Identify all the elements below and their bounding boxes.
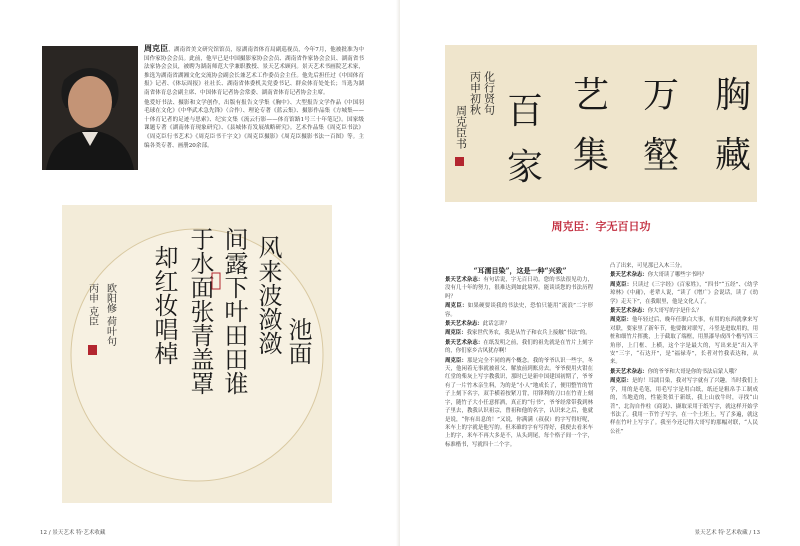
qa-text: 在纸发明之前，我们的祖先就是在竹片上刻字的，你们家乡古风犹存啊！ xyxy=(445,339,593,355)
article-column-2 xyxy=(610,262,758,437)
calligraphy-big-char-7: 百 xyxy=(507,91,544,132)
qa-speaker: 周克臣： xyxy=(445,330,467,337)
qa-speaker: 景天艺术杂志： xyxy=(445,339,484,346)
qa-paragraph xyxy=(610,271,758,279)
qa-text: 你大哥写的字是什么？ xyxy=(647,308,702,315)
author-name: 周克臣 xyxy=(144,43,169,53)
calligraphy-big-char-3: 万 xyxy=(643,75,680,116)
qa-paragraph xyxy=(445,339,593,356)
qa-paragraph xyxy=(610,262,758,270)
qa-text: 有句话说，字无百日功。您的书法很见功力，没有几十年的努力，很难达到如此境界。能谈谈您的书法历程吗？ xyxy=(445,277,593,300)
calligraphy-inscription-2: 丙申 克臣 xyxy=(86,283,98,327)
calligraphy-column-5: 却红妆唱棹 xyxy=(150,245,178,365)
qa-paragraph xyxy=(445,320,593,328)
calligraphy-big-char-8: 家 xyxy=(507,147,544,188)
qa-speaker: 周克臣： xyxy=(610,317,632,324)
qa-text: 只读过《三字经》《百家姓》，“四书”“五经”、《幼学琼林》《中庸》，老辈人说，“读了《增广》会说话，读了《幼学》走天下”，在我眼里，他是文化人了。 xyxy=(610,281,758,305)
qa-speaker: 周克臣： xyxy=(445,303,468,310)
calligraphy-big-char-6: 艺 xyxy=(573,75,610,116)
qa-text: 如果硬要谈我的书法史，恐怕只能用“流浪”二字形容。 xyxy=(445,303,593,318)
qa-text: 我家世代务农，我是从竹子和衣兵上接触“书法”的。 xyxy=(466,330,591,337)
calligraphy-big-char-5: 集 xyxy=(573,135,610,176)
calligraphy-big-char-1: 胸 xyxy=(715,75,752,116)
calligraphy-inscription-b: 丙申初秋 xyxy=(468,71,482,115)
qa-text: 他年轻过后，晚年任职白大事，有用的东西就拿来写对联，要家里了新年节，他要做对联写，斗竖是进取用的，用桩和细竹片挥挑，上于截取了端框，用黑漆导成四个楷写四三角形，上门框、上横，这个字是最大的，写出来是“出入平安”三字，“石达开”，是“福禄寿”，长者对竹我表达和，从来。 xyxy=(610,317,758,366)
qa-speaker: 周克臣： xyxy=(610,378,632,385)
qa-paragraph xyxy=(610,377,758,436)
calligraphy-fan-artwork xyxy=(62,205,332,503)
qa-paragraph xyxy=(445,302,593,319)
qa-speaker: 景天艺术杂志： xyxy=(610,308,648,315)
qa-speaker: 周克臣： xyxy=(445,357,467,364)
seal-stamp-right xyxy=(455,157,464,166)
article-section-heading: “耳濡目染”，这是一种“兴致” xyxy=(473,266,567,275)
qa-speaker: 周克臣： xyxy=(610,281,633,288)
author-bio xyxy=(144,44,364,151)
qa-paragraph xyxy=(445,357,593,449)
article-column-1 xyxy=(445,276,593,450)
qa-speaker: 景天艺术杂志： xyxy=(610,368,648,375)
qa-paragraph xyxy=(445,329,593,337)
bio-paragraph-2: 他爱好书法、摄影和文学创作，出版有报告文学集《胸中》、大型报告文学作品《中国羽毛球在文化》《中华武术急先锋》（合作）、理论专著《蓝云集》、摄影作品集《方城集——十体育记者的足迹与思索》、纪实文集《流云行影——体育馆路1号三十年笔记》。国家级课题专著《湖南体育现象研究》、《县城体育发展战略研究》。艺术作品集《周克臣书法》《周克臣行书艺术》《周克臣书千字文》《周克臣摄影》《周克臣摄影书法一百图》等。主编各类专著、画册20余部。 xyxy=(144,99,364,149)
calligraphy-column-4: 于水面张青盖罩 xyxy=(186,227,214,395)
calligraphy-inscription-1: 欧阳修 荷叶句 xyxy=(104,283,116,347)
calligraphy-left-svg xyxy=(62,205,332,503)
calligraphy-inscription-a: 化行贤句 xyxy=(482,71,496,115)
qa-paragraph xyxy=(610,316,758,366)
qa-text: 此话怎讲？ xyxy=(482,321,510,328)
folio-right: 景天艺术 特·艺术收藏 / 13 xyxy=(694,530,760,536)
article-title: 周克臣：字无百日功 xyxy=(551,220,651,233)
qa-text: 你的爷爷和大哥是你的书法启蒙人哦？ xyxy=(647,368,740,375)
calligraphy-right-svg xyxy=(445,45,757,202)
calligraphy-inscription-c: 周克臣书 xyxy=(454,105,468,149)
calligraphy-column-3: 间露下叶田田谁 xyxy=(220,227,248,395)
qa-speaker: 景天艺术杂志： xyxy=(445,277,484,283)
qa-text: 是的！耳濡目染，我对写字就有了兴趣。当时我们上学，用的是毛笔，用毛写字是用白纸，纸还是粗帛手工制成的，当地造的，性能类似于新纸，我上山放牛时，寻找“山苕”，北沟自作柱《商说》、撷取采用于纸写字，就这样开始学书法了。我用一节竹子写字，在一个土坯上，写了多遍，就这样在竹叶上写字了。我至今还记得大哥写的那幅对联，“人民公社” xyxy=(610,378,758,435)
calligraphy-column-1: 池面 xyxy=(284,317,312,365)
qa-text: 那是完全不同的两个概念。我的爷爷认识一些字，冬天，他闲着无事就被祖父、解放前到账房去。爷爷便用火钳在红堂的柴灰上写字教我识，那时已是新中国建国初期了，爷爷有了一片竹木亲生料，为的是“小人”地成长了，便用整竹的竹子上刻下名字，双手横着按紧刀背，用锋利的刀口在竹青上刻字，随竹子大小任意挥洒，真正的“行书”，爷爷经常带我到林子里去，教我认识祖宗，曾祖和他的名字，认识来之后，他就是说，“你有出息的！”又说，你满满（叔叔）的字写得好呢，米车上的字就是他写的。但米碓的字有写得好，我便去看米车上的字，米车不再大多是不，从头到尾，每个格子间一个字，标准楷书，写就四十二个字。 xyxy=(445,357,593,448)
calligraphy-big-char-4: 壑 xyxy=(643,135,680,176)
qa-paragraph xyxy=(610,368,758,376)
qa-paragraph xyxy=(610,307,758,315)
qa-text: 凸了出来，可见那已入木三分。 xyxy=(610,263,686,269)
bio-paragraph-1: ，湖南省美文研究馆馆员，原湖南省体育局副巡视员，今年7月，他被批准为中国作家协会会员。此前，他早已是中国摄影家协会会员、湖南省作家协会会员、湖南省书法家协会会员，被聘为湖南师范大学兼职教授、景天艺术顾问。景天艺术书画院艺术家，推选为湖南省湖湘文化交流协会副会长兼艺术工作委员会主任。他先后担任过《中国体育报》记者、《体坛周报》社社长、湖南省体委机关党委书记、群众体育处处长；当选为湖南省体育总会副主席、中国体育记者协会常委、湖南省体育记者协会主席。 xyxy=(144,47,365,96)
seal-stamp xyxy=(88,345,97,355)
qa-speaker: 景天艺术杂志： xyxy=(445,321,483,328)
calligraphy-column-2: 风来波潋潋 xyxy=(254,235,282,355)
portrait-photo xyxy=(42,46,138,170)
folio-left: 12 / 景天艺术 特·艺术收藏 xyxy=(40,530,106,536)
calligraphy-big-char-2: 藏 xyxy=(715,135,752,176)
author-portrait xyxy=(42,46,138,170)
calligraphy-horizontal-artwork xyxy=(445,45,757,202)
qa-paragraph xyxy=(445,276,593,301)
qa-paragraph xyxy=(610,281,758,306)
qa-text: 你大哥读了哪些字书吗？ xyxy=(647,272,708,279)
qa-speaker: 景天艺术杂志： xyxy=(610,272,648,279)
